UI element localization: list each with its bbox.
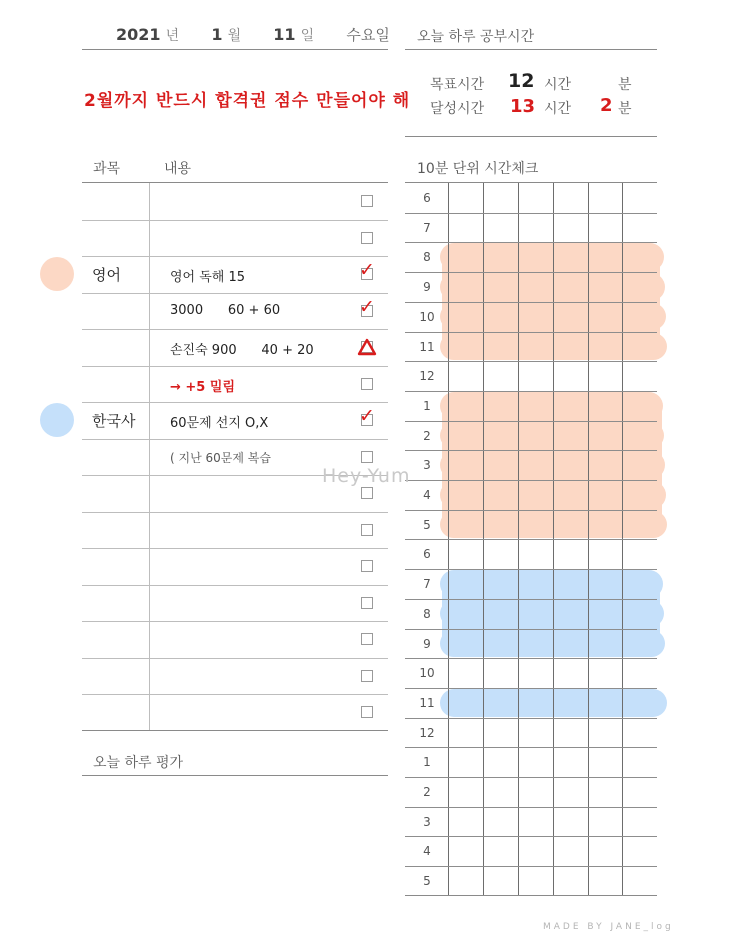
month: 1 bbox=[211, 25, 223, 44]
hour-label: 3 bbox=[423, 814, 431, 829]
grid-row-line bbox=[405, 807, 657, 808]
minutes-unit: 분 bbox=[618, 77, 632, 93]
study-time-highlight-stroke bbox=[440, 243, 664, 271]
task-checkbox[interactable] bbox=[361, 670, 373, 682]
time-check-title: 10분 단위 시간체크 bbox=[417, 161, 539, 177]
evaluation-title: 오늘 하루 평가 bbox=[93, 755, 184, 771]
task-checkbox[interactable] bbox=[361, 633, 373, 645]
hour-label: 2 bbox=[423, 785, 431, 799]
grid-row-line bbox=[405, 688, 657, 689]
study-time-highlight-stroke bbox=[440, 570, 663, 598]
achieved-minutes: 2 bbox=[600, 95, 613, 116]
grid-row-line bbox=[405, 539, 657, 540]
target-hours: 12 bbox=[508, 70, 535, 92]
subject-header: 과목 bbox=[93, 161, 121, 177]
hours-unit: 시간 bbox=[544, 101, 572, 117]
hour-label: 3 bbox=[423, 458, 431, 473]
grid-row-line bbox=[405, 836, 657, 837]
row-divider bbox=[82, 439, 388, 440]
divider bbox=[405, 136, 657, 137]
hour-label: 10 bbox=[419, 309, 435, 324]
hour-label: 12 bbox=[419, 725, 435, 740]
column-divider bbox=[149, 183, 150, 730]
grid-row-line bbox=[405, 421, 657, 422]
row-divider bbox=[82, 658, 388, 659]
hour-label: 8 bbox=[423, 606, 431, 621]
grid-row-line bbox=[405, 747, 657, 748]
target-time-label: 목표시간 bbox=[430, 77, 485, 93]
hour-label: 4 bbox=[423, 844, 431, 859]
watermark: Hey-Yum bbox=[322, 465, 411, 487]
hour-label: 6 bbox=[423, 191, 431, 205]
task-checkbox[interactable] bbox=[361, 232, 373, 244]
study-time-highlight-stroke bbox=[440, 392, 663, 420]
row-divider bbox=[82, 694, 388, 695]
row-content: 영어 독해 15 bbox=[170, 270, 246, 285]
row-content: ( 지난 60문제 복습 bbox=[170, 450, 271, 465]
hour-label: 4 bbox=[423, 488, 431, 502]
hour-label: 5 bbox=[423, 874, 431, 889]
content-header: 내용 bbox=[164, 161, 192, 177]
grid-row-line bbox=[405, 332, 657, 333]
year: 2021 bbox=[116, 25, 161, 44]
study-time-highlight-stroke bbox=[440, 600, 664, 628]
task-checkbox[interactable] bbox=[361, 378, 373, 390]
row-subject: 한국사 bbox=[92, 412, 136, 430]
grid-row-line bbox=[405, 599, 657, 600]
triangle-mark-icon bbox=[357, 338, 377, 356]
hour-label: 12 bbox=[419, 369, 435, 384]
task-checkbox[interactable] bbox=[361, 706, 373, 718]
hour-label: 6 bbox=[423, 547, 431, 562]
row-content: 3000 60 + 60 bbox=[170, 302, 281, 318]
hour-label: 11 bbox=[419, 695, 435, 710]
study-time-highlight-stroke bbox=[440, 422, 664, 450]
hour-label: 5 bbox=[423, 517, 431, 532]
study-time-title: 오늘 하루 공부시간 bbox=[417, 29, 535, 45]
hour-label: 2 bbox=[423, 428, 431, 443]
row-divider bbox=[82, 621, 388, 622]
row-divider bbox=[82, 548, 388, 549]
row-divider bbox=[82, 256, 388, 257]
check-mark-icon: ✓ bbox=[359, 259, 375, 281]
hour-label: 11 bbox=[419, 339, 435, 354]
divider bbox=[405, 49, 657, 50]
row-divider bbox=[82, 512, 388, 513]
grid-row-line bbox=[405, 302, 657, 303]
task-checkbox[interactable] bbox=[361, 487, 373, 499]
hour-label: 9 bbox=[423, 636, 431, 651]
divider bbox=[82, 49, 388, 50]
weekday: 수요일 bbox=[346, 26, 390, 44]
task-checkbox[interactable] bbox=[361, 451, 373, 463]
task-checkbox[interactable] bbox=[361, 524, 373, 536]
grid-row-line bbox=[405, 480, 657, 481]
day-unit: 일 bbox=[300, 28, 315, 44]
table-header-divider bbox=[82, 182, 388, 183]
grid-row-line bbox=[405, 213, 657, 214]
grid-row-line bbox=[405, 510, 657, 511]
hour-label: 10 bbox=[419, 666, 435, 681]
grid-row-line bbox=[405, 391, 657, 392]
table-bottom bbox=[82, 730, 388, 731]
date-line bbox=[116, 24, 390, 45]
row-divider bbox=[82, 366, 388, 367]
row-content: → +5 밀림 bbox=[170, 379, 235, 395]
check-mark-icon: ✓ bbox=[359, 295, 375, 318]
row-divider bbox=[82, 293, 388, 294]
grid-row-line bbox=[405, 272, 657, 273]
day: 11 bbox=[273, 25, 296, 44]
grid-row-line bbox=[405, 242, 657, 243]
grid-row-line bbox=[405, 569, 657, 570]
task-checkbox[interactable] bbox=[361, 560, 373, 572]
month-unit: 월 bbox=[227, 28, 242, 44]
grid-row-line bbox=[405, 450, 657, 451]
grid-row-line bbox=[405, 718, 657, 719]
footer-credit: MADE BY JANE_log bbox=[543, 922, 674, 932]
row-divider bbox=[82, 329, 388, 330]
task-checkbox[interactable] bbox=[361, 195, 373, 207]
row-content: 60문제 선지 O,X bbox=[170, 416, 269, 431]
grid-row-line bbox=[405, 361, 657, 362]
divider bbox=[405, 182, 657, 183]
hour-label: 1 bbox=[423, 398, 431, 413]
hours-unit: 시간 bbox=[544, 77, 572, 93]
year-unit: 년 bbox=[165, 28, 180, 44]
minutes-unit: 분 bbox=[618, 101, 632, 117]
hour-label: 9 bbox=[423, 280, 431, 295]
hour-label: 7 bbox=[423, 577, 431, 592]
row-divider bbox=[82, 220, 388, 221]
achieved-time-label: 달성시간 bbox=[430, 101, 485, 117]
row-divider bbox=[82, 402, 388, 403]
row-subject: 영어 bbox=[92, 266, 121, 284]
task-checkbox[interactable] bbox=[361, 597, 373, 609]
hour-label: 8 bbox=[423, 250, 431, 265]
hour-label: 1 bbox=[423, 755, 431, 770]
english-color-dot bbox=[40, 257, 74, 291]
achieved-hours: 13 bbox=[510, 96, 536, 117]
grid-bottom bbox=[405, 895, 657, 896]
row-divider bbox=[82, 585, 388, 586]
row-content: 손진숙 900 40 + 20 bbox=[170, 343, 314, 358]
grid-row-line bbox=[405, 866, 657, 867]
grid-row-line bbox=[405, 777, 657, 778]
grid-row-line bbox=[405, 658, 657, 659]
goal-note: 2월까지 반드시 합격권 점수 만들어야 해 bbox=[84, 91, 411, 111]
korean-history-color-dot bbox=[40, 403, 74, 437]
grid-row-line bbox=[405, 629, 657, 630]
hour-label: 7 bbox=[423, 220, 431, 235]
check-mark-icon: ✓ bbox=[359, 405, 375, 427]
divider bbox=[82, 775, 388, 776]
